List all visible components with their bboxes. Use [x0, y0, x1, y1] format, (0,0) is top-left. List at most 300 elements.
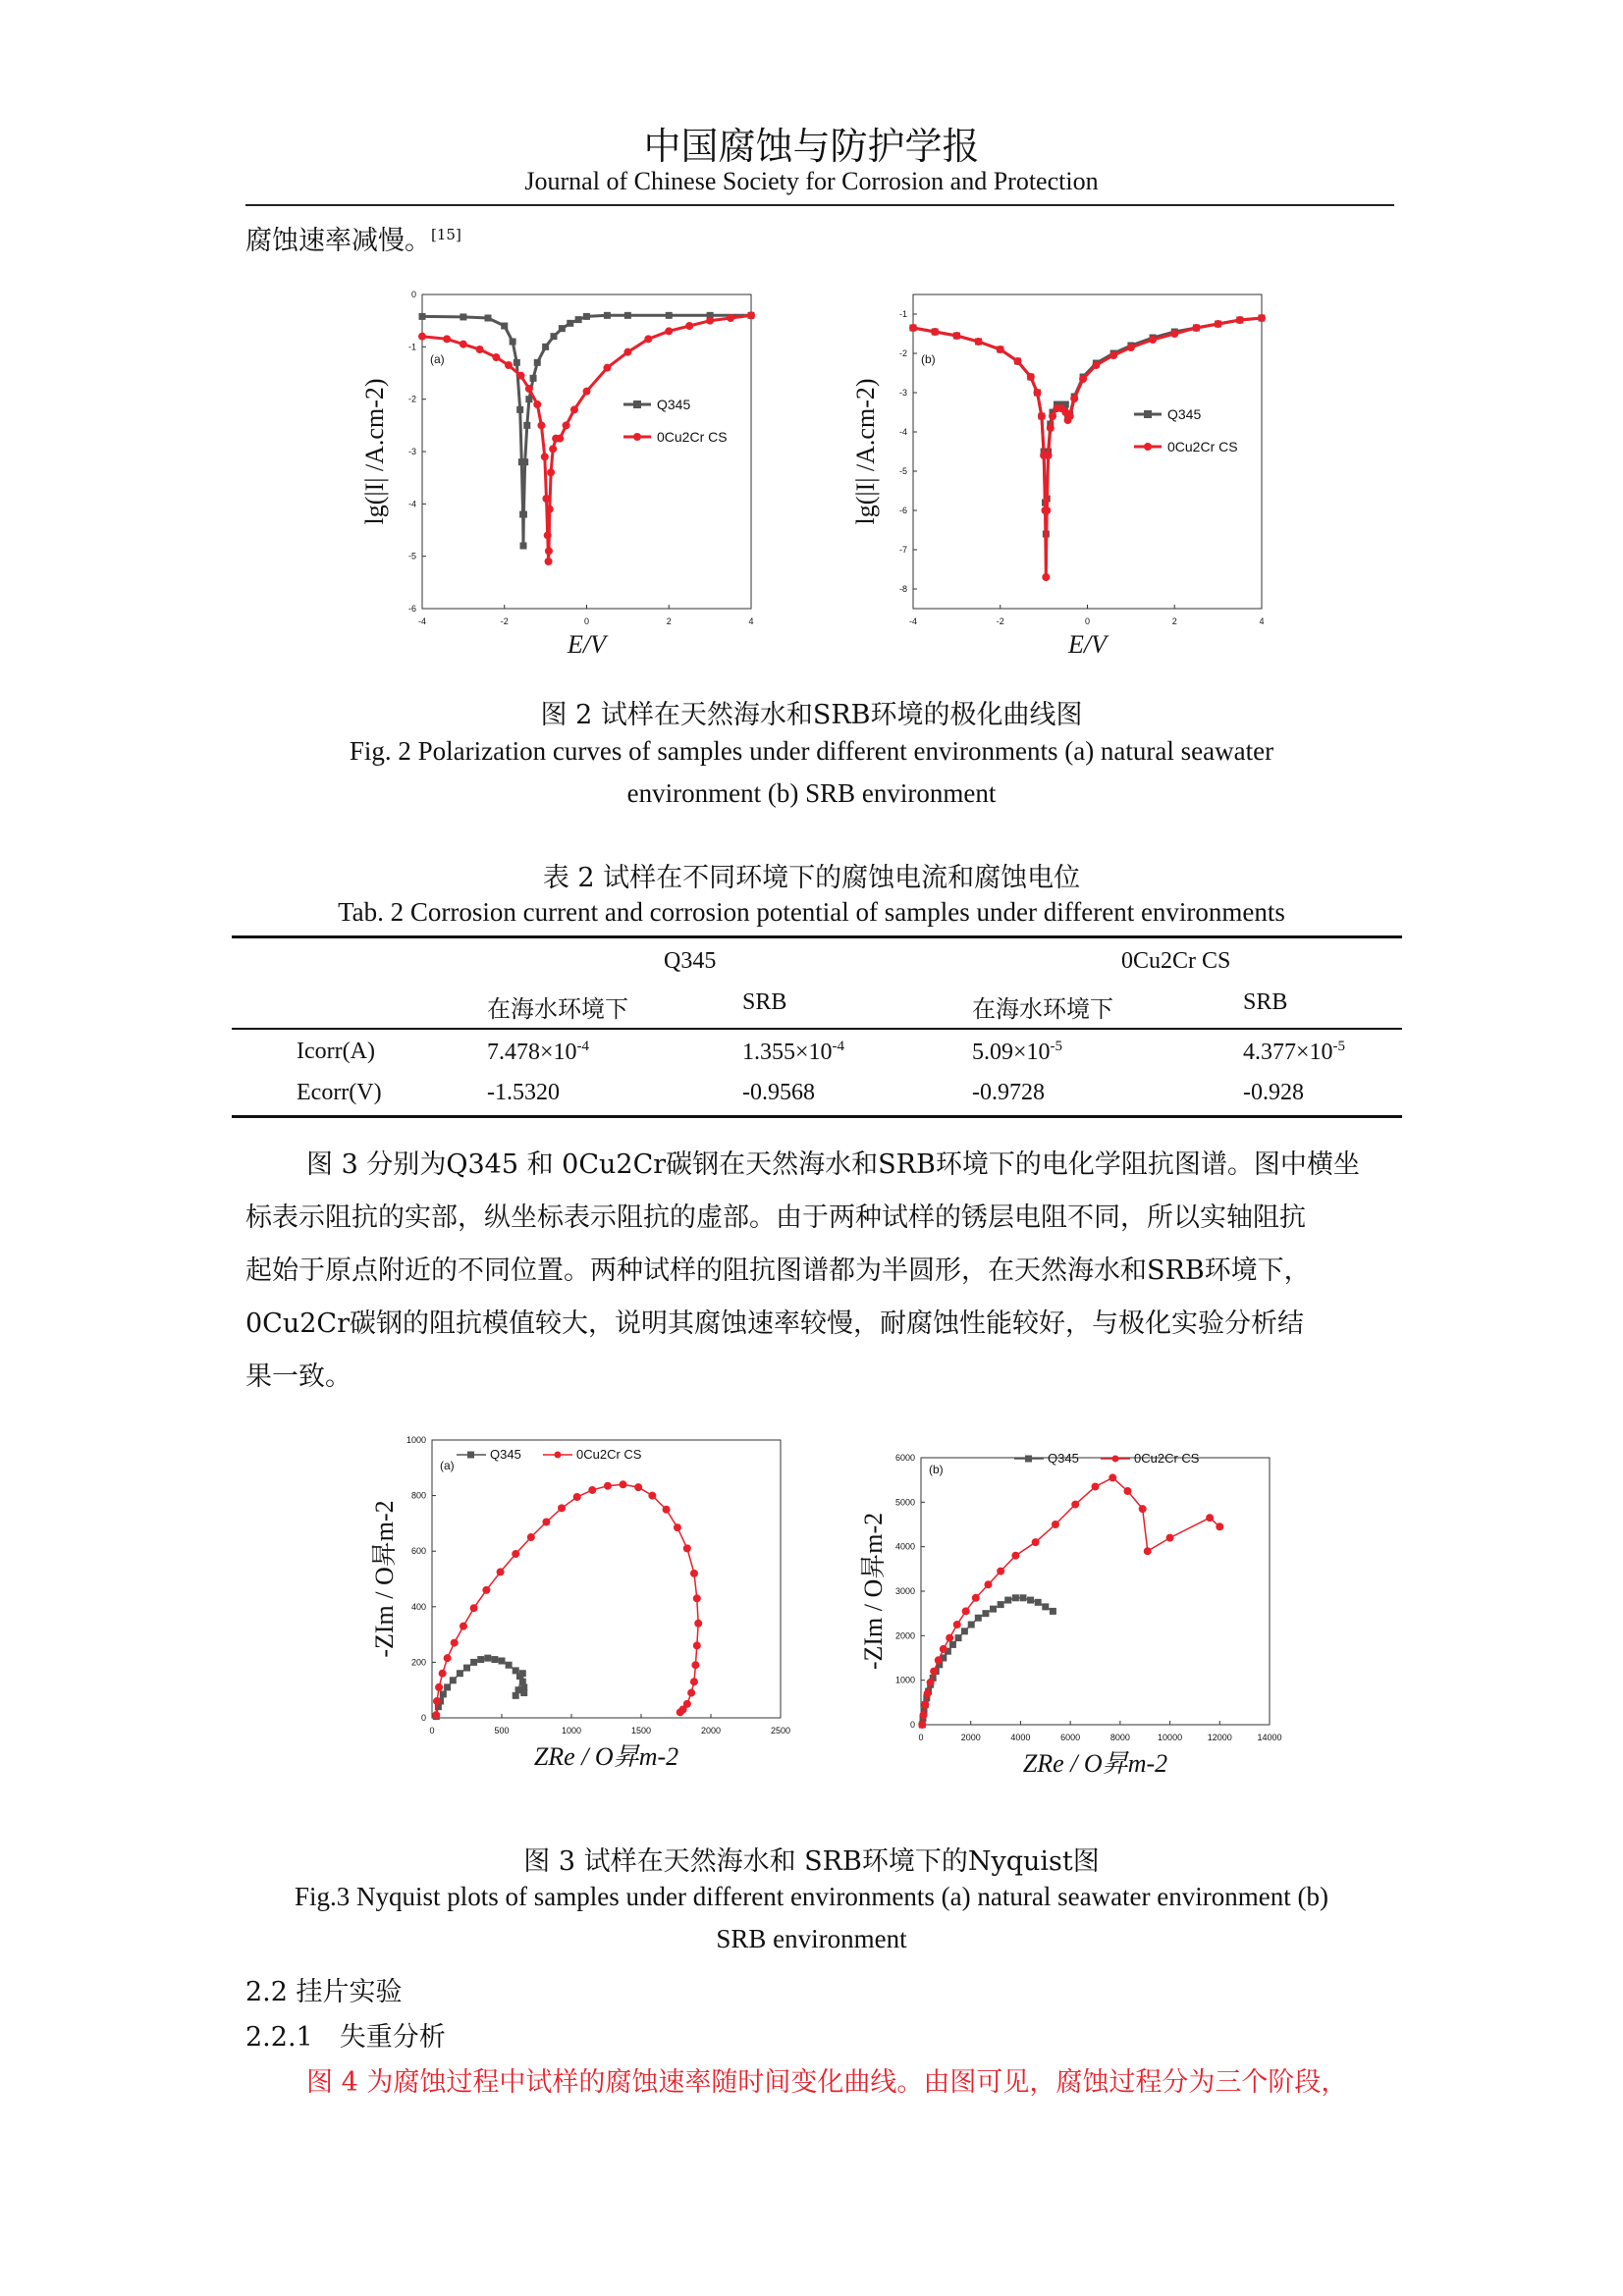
- data-point-cs: [476, 346, 484, 353]
- data-point-cs: [623, 348, 631, 356]
- data-point-q345: [624, 312, 631, 319]
- data-point-cs: [563, 421, 570, 429]
- table-row: [232, 1076, 1402, 1119]
- data-point-cs: [1032, 1538, 1040, 1546]
- y-tick-label: 4000: [894, 1541, 915, 1552]
- data-point-q345: [514, 359, 520, 366]
- data-point-cs: [517, 372, 525, 380]
- x-tick-label: 4: [748, 616, 754, 626]
- data-point-cs: [997, 1568, 1004, 1575]
- data-point-cs: [549, 445, 557, 453]
- y-tick-label: -6: [898, 506, 907, 515]
- y-tick-label: -2: [898, 348, 907, 358]
- data-point-cs: [1192, 324, 1200, 332]
- data-point-cs: [727, 314, 734, 322]
- data-point-cs: [512, 1550, 519, 1558]
- data-point-q345: [510, 339, 516, 346]
- data-point-cs: [1070, 395, 1078, 402]
- data-point-cs: [583, 388, 591, 396]
- data-point-cs: [634, 1483, 642, 1491]
- data-point-cs: [706, 317, 714, 325]
- cell-ecorr-cs-sea: -0.9728: [972, 1080, 1045, 1105]
- data-point-q345: [559, 325, 566, 332]
- cell-ecorr-q345-srb: -0.9568: [742, 1080, 815, 1105]
- y-tick-label: 800: [410, 1490, 426, 1501]
- fig2-caption-cn: 图 2 试样在天然海水和SRB环境的极化曲线图: [540, 700, 1083, 730]
- legend-marker: [1112, 1456, 1119, 1463]
- data-point-cs: [1236, 316, 1244, 324]
- data-point-cs: [460, 1623, 467, 1630]
- y-tick-label: 400: [410, 1601, 426, 1612]
- y-tick-label: 600: [410, 1546, 426, 1557]
- x-tick-label: 4: [1259, 616, 1265, 626]
- section-2-2: 2.2 挂片实验: [245, 1977, 403, 2007]
- data-point-cs: [460, 341, 467, 348]
- journal-title-cn: 中国腐蚀与防护学报: [643, 125, 980, 168]
- series-line-cs: [436, 1484, 698, 1715]
- legend-marker: [1144, 410, 1152, 418]
- data-point-cs: [921, 1701, 929, 1709]
- legend-label: Q345: [490, 1447, 521, 1462]
- series-line-q345: [913, 318, 1262, 534]
- y-tick-label: 1000: [894, 1675, 915, 1685]
- data-point-q345: [520, 543, 527, 550]
- cell-exp: -5: [1050, 1039, 1063, 1054]
- x-tick-label: 500: [494, 1726, 510, 1735]
- data-point-q345: [477, 1656, 484, 1663]
- x-tick-label: -4: [908, 616, 918, 626]
- data-point-cs: [451, 1639, 459, 1647]
- data-point-q345: [450, 1677, 457, 1683]
- para-line: 0Cu2Cr碳钢的阻抗模值较大，说明其腐蚀速率较慢，耐腐蚀性能较好，与极化实验分析结: [245, 1308, 1304, 1339]
- table-2: [232, 940, 1402, 1119]
- table2-top-rule: [232, 935, 1402, 938]
- data-point-cs: [1258, 314, 1266, 322]
- data-point-q345: [530, 375, 537, 382]
- data-point-cs: [683, 1544, 691, 1552]
- data-point-q345: [998, 1601, 1004, 1608]
- cell-exp: -5: [1332, 1039, 1346, 1054]
- data-point-cs: [674, 1523, 681, 1531]
- data-point-cs: [984, 1580, 992, 1588]
- data-point-cs: [573, 1493, 581, 1501]
- cell-icorr-cs-srb: [1243, 1039, 1345, 1066]
- data-point-q345: [440, 1690, 447, 1697]
- data-point-cs: [533, 400, 541, 408]
- data-point-cs: [497, 1568, 505, 1575]
- x-tick-label: -2: [996, 616, 1004, 626]
- legend-label: Q345: [1048, 1451, 1079, 1466]
- data-point-cs: [1216, 1522, 1223, 1530]
- x-axis-label: E/V: [568, 630, 606, 659]
- data-point-cs: [537, 421, 545, 429]
- y-tick-label: 3000: [894, 1586, 915, 1596]
- data-point-cs: [603, 364, 611, 372]
- para-line: 起始于原点附近的不同位置。两种试样的阻抗图谱都为半圆形，在天然海水和SRB环境下，: [245, 1255, 1311, 1286]
- data-point-cs: [665, 327, 673, 335]
- data-point-cs: [1109, 1473, 1116, 1481]
- y-tick-label: -3: [898, 388, 907, 398]
- data-point-cs: [1109, 351, 1117, 359]
- th-seawater-cs: 在海水环境下: [972, 997, 1113, 1023]
- data-point-cs: [1071, 1501, 1079, 1509]
- data-point-cs: [604, 1482, 612, 1490]
- table2-caption-cn: 表 2 试样在不同环境下的腐蚀电流和腐蚀电位: [542, 863, 1081, 893]
- y-tick-label: 0: [410, 290, 416, 299]
- legend-label: 0Cu2Cr CS: [1134, 1451, 1200, 1466]
- legend-label: 0Cu2Cr CS: [657, 429, 728, 445]
- data-point-cs: [542, 1518, 550, 1525]
- data-point-cs: [927, 1679, 935, 1686]
- data-point-cs: [694, 1620, 702, 1628]
- data-point-cs: [972, 1594, 980, 1602]
- cell-icorr-q345-sea: [487, 1039, 589, 1066]
- data-point-cs: [545, 558, 553, 565]
- data-point-cs: [940, 1645, 947, 1653]
- data-point-q345: [460, 313, 466, 320]
- data-point-cs: [541, 453, 549, 460]
- legend-marker: [555, 1452, 562, 1459]
- data-point-cs: [962, 1607, 970, 1615]
- legend-marker: [1025, 1456, 1032, 1463]
- x-tick-label: 8000: [1109, 1733, 1130, 1742]
- x-tick-label: 2: [1171, 616, 1177, 626]
- y-tick-label: 200: [410, 1657, 426, 1668]
- fig3-caption-en-2: SRB environment: [716, 1924, 907, 1953]
- data-point-q345: [499, 1657, 506, 1664]
- cell-mant: 5.09×10: [972, 1040, 1051, 1065]
- data-point-cs: [556, 435, 564, 443]
- para-line: 标表示阻抗的实部，纵坐标表示阻抗的虚部。由于两种试样的锈层电阻不同，所以实轴阻抗: [245, 1202, 1306, 1233]
- legend-label: 0Cu2Cr CS: [576, 1447, 642, 1462]
- data-point-cs: [1215, 320, 1222, 328]
- data-point-cs: [1049, 412, 1056, 420]
- data-point-cs: [663, 1506, 671, 1514]
- intro-ref: [15]: [431, 226, 461, 243]
- data-point-cs: [1127, 344, 1135, 351]
- cell-ecorr-cs-srb: -0.928: [1243, 1080, 1304, 1105]
- legend-marker: [467, 1452, 474, 1459]
- data-point-q345: [575, 316, 582, 323]
- x-tick-label: 1500: [630, 1726, 652, 1735]
- data-point-cs: [953, 1621, 961, 1629]
- para-line: 果一致。: [245, 1362, 352, 1392]
- data-point-q345: [1004, 1597, 1011, 1604]
- section-2-2-1: 2.2.1 失重分析: [245, 2022, 446, 2053]
- data-point-cs: [418, 333, 426, 341]
- data-point-cs: [935, 1656, 943, 1664]
- y-axis-label: -ZIm / O昇m-2: [859, 1512, 888, 1671]
- data-point-q345: [551, 333, 558, 340]
- y-tick-label: 0: [420, 1713, 426, 1723]
- data-point-q345: [519, 1670, 526, 1677]
- data-point-q345: [534, 359, 541, 366]
- data-point-cs: [687, 1689, 695, 1697]
- data-point-cs: [546, 506, 554, 513]
- fig3a-panel: [370, 1435, 790, 1771]
- y-tick-label: -5: [407, 551, 416, 561]
- data-point-cs: [1027, 373, 1035, 381]
- data-point-q345: [567, 320, 573, 327]
- data-point-cs: [1092, 361, 1100, 369]
- data-point-q345: [506, 1662, 513, 1669]
- y-tick-label: 0: [909, 1720, 915, 1730]
- data-point-cs: [946, 1634, 953, 1642]
- data-point-q345: [604, 312, 611, 319]
- data-point-cs: [931, 328, 939, 336]
- fig3-caption-cn: 图 3 试样在天然海水和 SRB环境下的Nyquist图: [523, 1846, 1100, 1877]
- x-tick-label: 2000: [700, 1726, 722, 1735]
- data-point-cs: [588, 1486, 596, 1494]
- data-point-cs: [542, 495, 550, 503]
- data-point-cs: [1079, 375, 1087, 383]
- data-point-cs: [620, 1480, 627, 1488]
- data-point-cs: [693, 1641, 701, 1649]
- cell-mant: 7.478×10: [487, 1040, 577, 1065]
- data-point-cs: [525, 385, 533, 393]
- y-axis-label: -ZIm / O昇m-2: [370, 1500, 399, 1658]
- cell-exp: -4: [832, 1039, 845, 1054]
- data-point-cs: [547, 468, 555, 476]
- data-point-cs: [975, 338, 983, 346]
- data-point-q345: [470, 1659, 477, 1666]
- x-tick-label: 0: [429, 1726, 435, 1735]
- data-point-q345: [542, 344, 549, 350]
- legend-marker: [1144, 443, 1152, 451]
- data-point-cs: [1038, 412, 1046, 420]
- y-tick-label: -7: [898, 545, 907, 555]
- panel-label: (a): [440, 1459, 455, 1472]
- data-point-q345: [484, 1655, 491, 1662]
- y-tick-label: -5: [898, 466, 907, 476]
- data-point-q345: [1019, 1594, 1026, 1601]
- data-point-cs: [435, 1683, 443, 1691]
- x-tick-label: 2: [666, 616, 672, 626]
- para-line: 图 3 分别为Q345 和 0Cu2Cr碳钢在天然海水和SRB环境下的电化学阻抗图谱。图中横坐: [306, 1149, 1360, 1180]
- data-point-q345: [666, 312, 673, 319]
- data-point-cs: [691, 1661, 699, 1669]
- data-point-cs: [444, 1654, 452, 1662]
- data-point-cs: [1092, 1482, 1100, 1490]
- data-point-cs: [1014, 357, 1022, 365]
- row-label-icorr: Icorr(A): [297, 1039, 375, 1064]
- x-tick-label: 2500: [770, 1726, 791, 1735]
- data-point-q345: [961, 1628, 968, 1634]
- data-point-cs: [443, 335, 451, 343]
- data-point-q345: [419, 313, 426, 320]
- data-point-q345: [523, 422, 530, 429]
- data-point-q345: [982, 1610, 989, 1617]
- data-point-cs: [648, 1492, 656, 1500]
- legend-marker: [633, 433, 641, 441]
- fig2-caption-en-2: environment (b) SRB environment: [626, 778, 997, 808]
- x-tick-label: 12000: [1207, 1733, 1232, 1742]
- data-point-q345: [457, 1670, 463, 1677]
- x-tick-label: 4000: [1010, 1733, 1031, 1742]
- th-srb-cs: SRB: [1243, 989, 1288, 1015]
- row-label-ecorr: Ecorr(V): [297, 1080, 382, 1105]
- cell-ecorr-q345-sea: -1.5320: [487, 1080, 560, 1105]
- y-axis-label: lg(|I| /A.cm-2): [360, 378, 389, 525]
- y-tick-label: 5000: [894, 1497, 915, 1508]
- data-point-q345: [975, 1615, 982, 1622]
- fig2b-panel: [851, 294, 1266, 659]
- data-point-cs: [693, 1594, 701, 1602]
- intro-text: 腐蚀速率减慢。: [245, 226, 431, 256]
- x-tick-label: 14000: [1257, 1733, 1282, 1742]
- x-tick-label: 6000: [1060, 1733, 1081, 1742]
- red-highlight-line: 图 4 为腐蚀过程中试样的腐蚀速率随时间变化曲线。由图可见，腐蚀过程分为三个阶段，: [306, 2067, 1348, 2098]
- data-point-q345: [513, 1692, 519, 1699]
- fig2a-panel: [360, 290, 755, 659]
- panel-label: (a): [430, 352, 445, 366]
- cell-exp: -4: [576, 1039, 590, 1054]
- y-axis-label: lg(|I| /A.cm-2): [851, 378, 880, 525]
- table-row: [232, 1033, 1402, 1076]
- data-point-q345: [583, 313, 590, 320]
- data-point-q345: [463, 1665, 470, 1672]
- data-point-cs: [1066, 412, 1074, 420]
- legend-label: Q345: [657, 397, 691, 412]
- data-point-cs: [1043, 507, 1051, 514]
- data-point-cs: [1144, 1547, 1152, 1555]
- data-point-cs: [544, 531, 552, 539]
- x-tick-label: 0: [1084, 616, 1091, 626]
- data-point-cs: [527, 1533, 535, 1541]
- figure-3: [353, 1428, 1296, 1821]
- intro-line: [245, 208, 461, 268]
- table2-caption-en: Tab. 2 Corrosion current and corrosion potential of samples under different environments: [338, 897, 1285, 927]
- series-line-cs: [922, 1477, 1219, 1725]
- data-point-q345: [949, 1641, 956, 1648]
- y-tick-label: -6: [407, 604, 416, 614]
- data-point-q345: [1027, 1597, 1034, 1604]
- y-tick-label: -4: [407, 499, 416, 509]
- x-tick-label: 1000: [561, 1726, 582, 1735]
- data-point-q345: [1035, 1599, 1042, 1606]
- y-tick-label: -1: [898, 309, 907, 319]
- header-rule: [245, 204, 1394, 206]
- fig3-caption-en-1: Fig.3 Nyquist plots of samples under different environments (a) natural seawater environment (b): [295, 1882, 1328, 1911]
- data-point-cs: [1149, 336, 1157, 344]
- data-point-cs: [1139, 1505, 1147, 1513]
- plot-frame: [422, 294, 751, 609]
- plot-frame: [921, 1458, 1270, 1725]
- data-point-q345: [990, 1606, 997, 1613]
- fig2-caption-en-1: Fig. 2 Polarization curves of samples under different environments (a) natural seawater: [349, 736, 1274, 766]
- y-tick-label: -8: [898, 584, 907, 594]
- data-point-cs: [505, 361, 513, 369]
- panel-label: (b): [929, 1463, 944, 1476]
- th-srb-q345: SRB: [742, 989, 787, 1015]
- data-point-cs: [690, 1678, 698, 1685]
- y-tick-label: -3: [407, 447, 416, 456]
- data-point-cs: [685, 322, 693, 330]
- data-point-q345: [525, 396, 532, 402]
- data-point-cs: [747, 311, 755, 319]
- y-tick-label: -2: [407, 394, 416, 404]
- data-point-cs: [1052, 1521, 1059, 1528]
- data-point-cs: [492, 353, 500, 361]
- data-point-cs: [439, 1670, 447, 1678]
- fig3b-panel: [859, 1451, 1282, 1778]
- data-point-q345: [955, 1634, 962, 1641]
- y-tick-label: 1000: [406, 1435, 426, 1445]
- x-axis-label: ZRe / O昇m-2: [533, 1742, 679, 1771]
- data-point-cs: [676, 1708, 684, 1716]
- x-tick-label: 2000: [960, 1733, 981, 1742]
- data-point-cs: [930, 1668, 938, 1676]
- data-point-q345: [1012, 1594, 1019, 1601]
- data-point-cs: [570, 405, 578, 413]
- plot-frame: [432, 1440, 781, 1718]
- legend-label: 0Cu2Cr CS: [1167, 439, 1238, 454]
- data-point-cs: [470, 1604, 478, 1612]
- cell-mant: 4.377×10: [1243, 1040, 1333, 1065]
- data-point-q345: [968, 1622, 975, 1629]
- data-point-cs: [644, 335, 652, 343]
- th-q345: Q345: [664, 948, 717, 974]
- data-point-q345: [1050, 1608, 1056, 1615]
- data-point-cs: [1033, 389, 1041, 397]
- y-tick-label: -1: [407, 342, 416, 352]
- data-point-cs: [690, 1570, 698, 1577]
- data-point-q345: [444, 1683, 451, 1690]
- x-tick-label: -4: [417, 616, 427, 626]
- cell-mant: 1.355×10: [742, 1040, 833, 1065]
- data-point-cs: [433, 1697, 441, 1705]
- data-point-cs: [1042, 573, 1050, 581]
- y-tick-label: 6000: [894, 1453, 915, 1463]
- data-point-cs: [924, 1689, 932, 1697]
- data-point-cs: [920, 1711, 928, 1719]
- data-point-cs: [1166, 1534, 1174, 1542]
- data-point-q345: [1042, 1603, 1049, 1610]
- data-point-q345: [501, 323, 508, 330]
- cell-icorr-q345-srb: [742, 1039, 844, 1066]
- data-point-q345: [491, 1656, 498, 1663]
- x-tick-label: 0: [583, 616, 590, 626]
- data-point-cs: [545, 547, 553, 555]
- data-point-cs: [909, 324, 917, 332]
- paragraph-fig3-discussion: [245, 1139, 1404, 1404]
- journal-title-en: Journal of Chinese Society for Corrosion and Protection: [524, 167, 1099, 195]
- data-point-q345: [520, 511, 527, 518]
- data-point-cs: [1123, 1487, 1131, 1495]
- x-axis-label: ZRe / O昇m-2: [1022, 1749, 1168, 1778]
- data-point-cs: [997, 346, 1004, 353]
- th-cs: 0Cu2Cr CS: [1121, 948, 1231, 974]
- data-point-q345: [485, 315, 492, 322]
- data-point-cs: [482, 1586, 490, 1594]
- data-point-q345: [516, 406, 523, 413]
- x-axis-label: E/V: [1068, 630, 1107, 659]
- data-point-cs: [1045, 452, 1053, 459]
- data-point-cs: [1170, 330, 1178, 338]
- x-tick-label: 0: [918, 1733, 924, 1742]
- th-seawater-q345: 在海水环境下: [487, 997, 628, 1023]
- y-tick-label: -4: [898, 427, 907, 437]
- cell-icorr-cs-sea: [972, 1039, 1062, 1066]
- data-point-cs: [1011, 1552, 1019, 1560]
- legend-marker: [633, 400, 641, 408]
- data-point-q345: [521, 458, 528, 465]
- data-point-cs: [952, 332, 960, 340]
- data-point-cs: [918, 1721, 926, 1729]
- data-point-cs: [1047, 424, 1055, 432]
- figure-2: [344, 285, 1296, 677]
- data-point-cs: [432, 1711, 440, 1719]
